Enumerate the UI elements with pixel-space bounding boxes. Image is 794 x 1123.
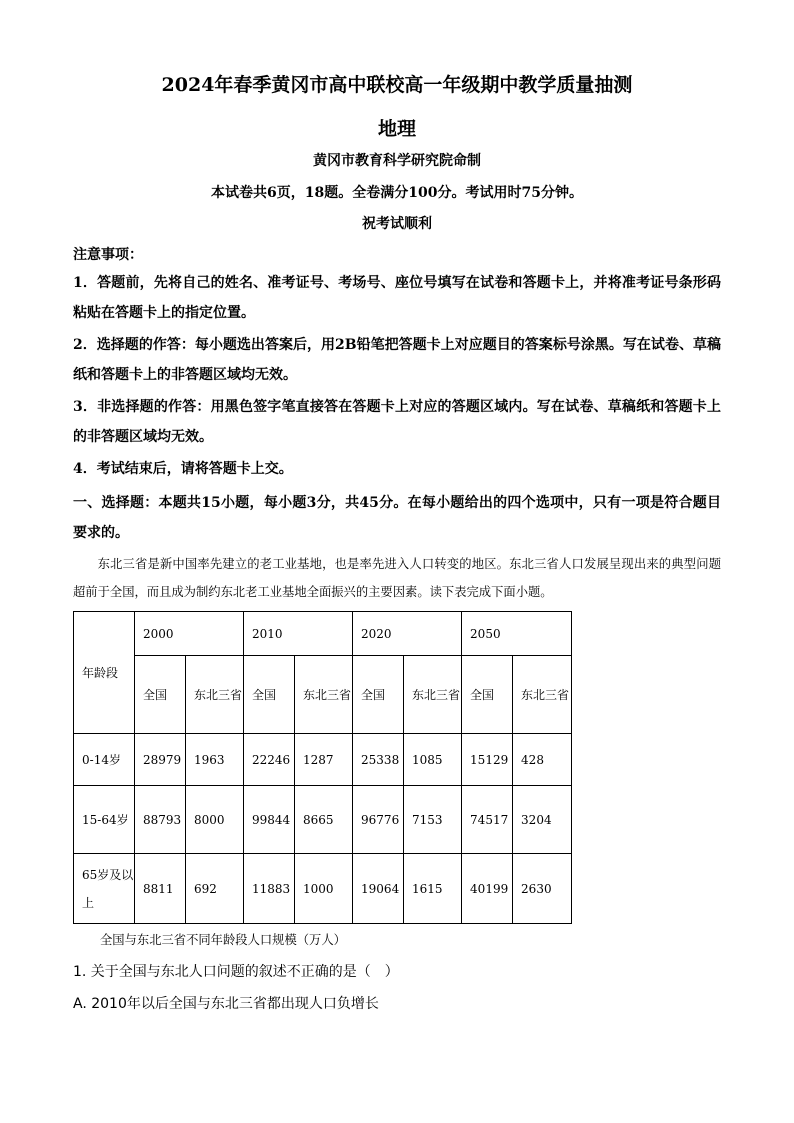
sub-header-northeast: 东北三省 <box>186 656 244 734</box>
table-cell: 19064 <box>353 854 404 924</box>
table-cell: 25338 <box>353 734 404 786</box>
sub-header-national: 全国 <box>353 656 404 734</box>
exam-info-line: 本试卷共6页，18题。全卷满分100分。考试用时75分钟。 <box>211 185 583 201</box>
population-table <box>73 611 572 924</box>
table-corner-age-group: 年龄段 <box>74 612 135 734</box>
table-cell: 11883 <box>244 854 295 924</box>
notice-item-3: 3．非选择题的作答：用黑色签字笔直接答在答题卡上对应的答题区域内。写在试卷、草稿纸和答题卡上的非答题区域均无效。 <box>73 399 721 445</box>
sub-header-national: 全国 <box>462 656 513 734</box>
section-heading: 一、选择题：本题共15小题，每小题3分，共45分。在每小题给出的四个选项中，只有一项是符合题目要求的。 <box>73 495 721 541</box>
issuer-line: 黄冈市教育科学研究院命制 <box>313 153 481 169</box>
table-row <box>74 786 572 854</box>
table-cell: 1963 <box>186 734 244 786</box>
year-header: 2050 <box>462 612 572 656</box>
table-cell: 96776 <box>353 786 404 854</box>
year-header: 2000 <box>135 612 244 656</box>
table-cell: 8000 <box>186 786 244 854</box>
row-label: 0-14岁 <box>74 734 135 786</box>
table-cell: 2630 <box>513 854 572 924</box>
table-cell: 1000 <box>295 854 353 924</box>
notice-item-4: 4．考试结束后，请将答题卡上交。 <box>73 461 293 477</box>
table-cell: 40199 <box>462 854 513 924</box>
notice-item-2: 2．选择题的作答：每小题选出答案后，用2B铅笔把答题卡上对应题目的答案标号涂黑。写在试卷、草稿纸和答题卡上的非答题区域均无效。 <box>73 337 721 383</box>
table-cell: 28979 <box>135 734 186 786</box>
wish-line: 祝考试顺利 <box>362 216 432 232</box>
table-cell: 74517 <box>462 786 513 854</box>
table-cell: 15129 <box>462 734 513 786</box>
sub-header-northeast: 东北三省 <box>404 656 462 734</box>
table-cell: 3204 <box>513 786 572 854</box>
table-cell: 8665 <box>295 786 353 854</box>
table-cell: 7153 <box>404 786 462 854</box>
table-caption: 全国与东北三省不同年龄段人口规模（万人） <box>100 933 346 947</box>
subject-title: 地理 <box>377 118 416 140</box>
sub-header-northeast: 东北三省 <box>513 656 572 734</box>
sub-header-northeast: 东北三省 <box>295 656 353 734</box>
sub-header-national: 全国 <box>135 656 186 734</box>
table-cell: 99844 <box>244 786 295 854</box>
sub-header-national: 全国 <box>244 656 295 734</box>
table-cell: 1085 <box>404 734 462 786</box>
row-label: 15-64岁 <box>74 786 135 854</box>
year-header: 2010 <box>244 612 353 656</box>
exam-title: 2024年春季黄冈市高中联校高一年级期中教学质量抽测 <box>161 74 633 96</box>
table-cell: 88793 <box>135 786 186 854</box>
year-header: 2020 <box>353 612 462 656</box>
table-cell: 1287 <box>295 734 353 786</box>
question-1-stem: 1. 关于全国与东北人口问题的叙述不正确的是（ ） <box>73 964 399 980</box>
table-row <box>74 734 572 786</box>
table-row <box>74 854 572 924</box>
question-1-option-a[interactable]: A. 2010年以后全国与东北三省都出现人口负增长 <box>73 996 379 1012</box>
table-cell: 22246 <box>244 734 295 786</box>
notice-heading: 注意事项： <box>73 247 143 263</box>
table-cell: 692 <box>186 854 244 924</box>
table-cell: 428 <box>513 734 572 786</box>
notice-item-1: 1．答题前，先将自己的姓名、准考证号、考场号、座位号填写在试卷和答题卡上，并将准考证号条形码粘贴在答题卡上的指定位置。 <box>73 275 721 321</box>
table-cell: 1615 <box>404 854 462 924</box>
question-intro: 东北三省是新中国率先建立的老工业基地，也是率先进入人口转变的地区。东北三省人口发展呈现出来的典型问题超前于全国，而且成为制约东北老工业基地全面振兴的主要因素。读下表完成下面小题。 <box>73 557 721 599</box>
row-label: 65岁及以上 <box>74 854 135 924</box>
table-cell: 8811 <box>135 854 186 924</box>
